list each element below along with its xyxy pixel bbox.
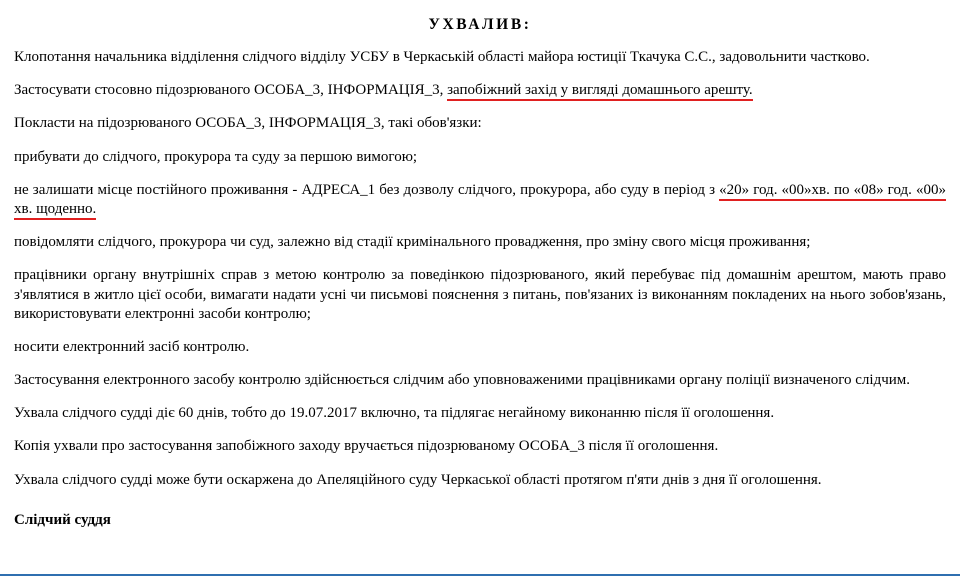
paragraph-copy-delivery: Копія ухвали про застосування запобіжного заходу вручається підозрюваному ОСОБА_3 після її оголошення. bbox=[14, 438, 719, 455]
paragraph-validity-period: Ухвала слідчого судді діє 60 днів, тобто до 19.07.2017 включно, та підлягає негайному виконанню після її оголошення. bbox=[14, 405, 775, 422]
paragraph-duties-intro: Покласти на підозрюваного ОСОБА_3, ІНФОРМАЦІЯ_3, такі обов'язки: bbox=[14, 115, 482, 132]
paragraph-police-control: працівники органу внутрішніх справ з метою контролю за поведінкою підозрюваного, який перебуває під домашнім арештом, мають право з'являтися в житло цієї особи, вимагати надати усні чи письмові пояснення з питань, пов'язаних із виконанням покладених на нього зобов'язань, використовувати електронні засоби контролю; bbox=[14, 267, 946, 322]
paragraph-duty-wear-device: носити електронний засіб контролю. bbox=[14, 338, 250, 355]
paragraph-duty-appear: прибувати до слідчого, прокурора та суду за першою вимогою; bbox=[14, 148, 418, 165]
paragraph-duty-stay-prefix: не залишати місце постійного проживання - АДРЕСА_1 без дозволу слідчого, прокурора, або суду в період з bbox=[14, 181, 720, 198]
paragraph-duty-notify: повідомляти слідчого, прокурора чи суд, залежно від стадії кримінального провадження, про зміну свого місця проживання; bbox=[14, 234, 811, 251]
paragraph-device-application: Застосування електронного засобу контролю здійснюється слідчим або уповноваженими працівниками органу поліції визначеного слідчим. bbox=[14, 372, 911, 389]
highlight-curfew-hours: «20» год. «00»хв. по «08» год. «00» хв. щоденно. bbox=[14, 182, 946, 220]
signature-label: Слідчий суддя bbox=[14, 511, 111, 528]
paragraph-measure-prefix: Застосувати стосовно підозрюваного ОСОБА_3, ІНФОРМАЦІЯ_3, bbox=[14, 82, 448, 99]
page-title: УХВАЛИВ: bbox=[428, 16, 532, 33]
paragraph-appeal: Ухвала слідчого судді може бути оскаржена до Апеляційного суду Черкаської області протягом п'яти днів з дня її оголошення. bbox=[14, 471, 822, 488]
paragraph-measure bbox=[14, 81, 946, 100]
highlight-house-arrest: запобіжний захід у вигляді домашнього арешту. bbox=[447, 82, 753, 101]
paragraph-duty-stay bbox=[14, 181, 946, 219]
paragraph-ruling-request: Клопотання начальника відділення слідчого відділу УСБУ в Черкаській області майора юстиції Ткачука С.С., задовольнити частково. bbox=[14, 49, 870, 65]
